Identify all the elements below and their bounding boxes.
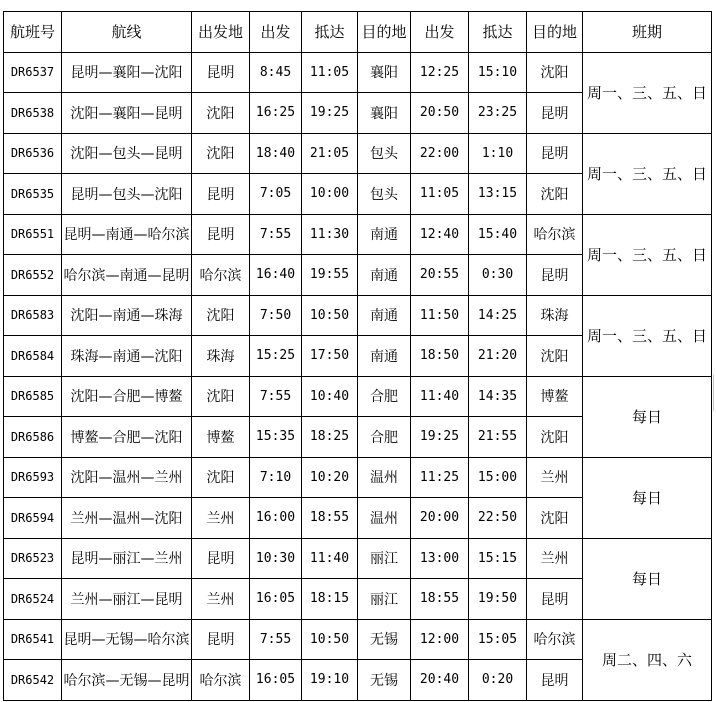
departure-2-cell: 22:00 <box>411 133 469 174</box>
header-route: 航线 <box>62 12 192 53</box>
route-cell: 昆明—丽江—兰州 <box>62 538 192 579</box>
departure-1-cell: 15:35 <box>250 417 302 458</box>
schedule-days-cell: 周一、三、五、日 <box>583 295 712 376</box>
arrival-1-cell: 10:20 <box>302 457 358 498</box>
flight-number-cell: DR6551 <box>4 214 62 255</box>
arrival-1-cell: 21:05 <box>302 133 358 174</box>
stopover-cell: 丽江 <box>358 579 411 620</box>
stopover-cell: 南通 <box>358 255 411 296</box>
departure-1-cell: 16:25 <box>250 93 302 134</box>
arrival-1-cell: 19:25 <box>302 93 358 134</box>
destination-cell: 沈阳 <box>527 417 583 458</box>
flight-number-cell: DR6586 <box>4 417 62 458</box>
departure-1-cell: 16:05 <box>250 660 302 701</box>
destination-cell: 兰州 <box>527 538 583 579</box>
departure-2-cell: 12:00 <box>411 619 469 660</box>
route-cell: 沈阳—温州—兰州 <box>62 457 192 498</box>
route-cell: 博鳌—合肥—沈阳 <box>62 417 192 458</box>
arrival-2-cell: 15:40 <box>469 214 527 255</box>
departure-2-cell: 11:40 <box>411 376 469 417</box>
departure-2-cell: 20:00 <box>411 498 469 539</box>
stopover-cell: 襄阳 <box>358 52 411 93</box>
origin-cell: 兰州 <box>192 579 250 620</box>
arrival-2-cell: 13:15 <box>469 174 527 215</box>
origin-cell: 昆明 <box>192 538 250 579</box>
arrival-2-cell: 23:25 <box>469 93 527 134</box>
flight-number-cell: DR6583 <box>4 295 62 336</box>
table-row <box>4 538 712 579</box>
origin-cell: 珠海 <box>192 336 250 377</box>
route-cell: 昆明—襄阳—沈阳 <box>62 52 192 93</box>
stopover-cell: 温州 <box>358 498 411 539</box>
departure-2-cell: 12:40 <box>411 214 469 255</box>
stopover-cell: 无锡 <box>358 660 411 701</box>
destination-cell: 珠海 <box>527 295 583 336</box>
arrival-1-cell: 17:50 <box>302 336 358 377</box>
arrival-2-cell: 19:50 <box>469 579 527 620</box>
header-arrival-1: 抵达 <box>302 12 358 53</box>
arrival-1-cell: 19:55 <box>302 255 358 296</box>
destination-cell: 兰州 <box>527 457 583 498</box>
departure-1-cell: 18:40 <box>250 133 302 174</box>
route-cell: 昆明—无锡—哈尔滨 <box>62 619 192 660</box>
arrival-2-cell: 15:15 <box>469 538 527 579</box>
schedule-days-cell: 每日 <box>583 376 712 457</box>
flight-number-cell: DR6541 <box>4 619 62 660</box>
arrival-2-cell: 15:10 <box>469 52 527 93</box>
origin-cell: 沈阳 <box>192 93 250 134</box>
flight-number-cell: DR6585 <box>4 376 62 417</box>
stopover-cell: 合肥 <box>358 376 411 417</box>
departure-2-cell: 18:55 <box>411 579 469 620</box>
header-schedule-days: 班期 <box>583 12 712 53</box>
header-row <box>4 12 712 53</box>
origin-cell: 沈阳 <box>192 295 250 336</box>
destination-cell: 昆明 <box>527 660 583 701</box>
route-cell: 昆明—包头—沈阳 <box>62 174 192 215</box>
route-cell: 沈阳—南通—珠海 <box>62 295 192 336</box>
departure-2-cell: 11:05 <box>411 174 469 215</box>
schedule-days-cell: 周一、三、五、日 <box>583 133 712 214</box>
table-row <box>4 457 712 498</box>
destination-cell: 沈阳 <box>527 52 583 93</box>
destination-cell: 沈阳 <box>527 336 583 377</box>
departure-2-cell: 11:50 <box>411 295 469 336</box>
table-row <box>4 376 712 417</box>
table-row <box>4 619 712 660</box>
stopover-cell: 温州 <box>358 457 411 498</box>
origin-cell: 哈尔滨 <box>192 660 250 701</box>
route-cell: 兰州—丽江—昆明 <box>62 579 192 620</box>
origin-cell: 昆明 <box>192 52 250 93</box>
departure-2-cell: 20:50 <box>411 93 469 134</box>
stopover-cell: 包头 <box>358 133 411 174</box>
schedule-body <box>4 52 712 700</box>
origin-cell: 昆明 <box>192 174 250 215</box>
edge-divider <box>713 375 714 411</box>
schedule-days-cell: 每日 <box>583 538 712 619</box>
origin-cell: 昆明 <box>192 619 250 660</box>
arrival-2-cell: 0:30 <box>469 255 527 296</box>
departure-1-cell: 7:55 <box>250 619 302 660</box>
flight-number-cell: DR6535 <box>4 174 62 215</box>
destination-cell: 博鳌 <box>527 376 583 417</box>
header-destination: 目的地 <box>527 12 583 53</box>
route-cell: 昆明—南通—哈尔滨 <box>62 214 192 255</box>
departure-1-cell: 16:40 <box>250 255 302 296</box>
departure-1-cell: 7:55 <box>250 214 302 255</box>
arrival-2-cell: 22:50 <box>469 498 527 539</box>
departure-2-cell: 12:25 <box>411 52 469 93</box>
arrival-2-cell: 1:10 <box>469 133 527 174</box>
flight-number-cell: DR6538 <box>4 93 62 134</box>
origin-cell: 沈阳 <box>192 133 250 174</box>
stopover-cell: 包头 <box>358 174 411 215</box>
schedule-days-cell: 周一、三、五、日 <box>583 214 712 295</box>
departure-1-cell: 7:10 <box>250 457 302 498</box>
table-row <box>4 295 712 336</box>
arrival-1-cell: 11:05 <box>302 52 358 93</box>
departure-1-cell: 15:25 <box>250 336 302 377</box>
route-cell: 哈尔滨—南通—昆明 <box>62 255 192 296</box>
departure-1-cell: 10:30 <box>250 538 302 579</box>
flight-number-cell: DR6552 <box>4 255 62 296</box>
flight-number-cell: DR6593 <box>4 457 62 498</box>
schedule-days-cell: 周一、三、五、日 <box>583 52 712 133</box>
stopover-cell: 丽江 <box>358 538 411 579</box>
table-row <box>4 133 712 174</box>
route-cell: 沈阳—合肥—博鳌 <box>62 376 192 417</box>
stopover-cell: 无锡 <box>358 619 411 660</box>
header-departure-2: 出发 <box>411 12 469 53</box>
arrival-1-cell: 11:30 <box>302 214 358 255</box>
flight-number-cell: DR6537 <box>4 52 62 93</box>
stopover-cell: 南通 <box>358 214 411 255</box>
departure-2-cell: 20:40 <box>411 660 469 701</box>
table-row <box>4 214 712 255</box>
header-flight-number: 航班号 <box>4 12 62 53</box>
departure-1-cell: 8:45 <box>250 52 302 93</box>
departure-2-cell: 20:55 <box>411 255 469 296</box>
route-cell: 沈阳—包头—昆明 <box>62 133 192 174</box>
arrival-2-cell: 15:00 <box>469 457 527 498</box>
header-arrival-2: 抵达 <box>469 12 527 53</box>
origin-cell: 哈尔滨 <box>192 255 250 296</box>
origin-cell: 沈阳 <box>192 376 250 417</box>
destination-cell: 哈尔滨 <box>527 214 583 255</box>
departure-1-cell: 16:05 <box>250 579 302 620</box>
arrival-1-cell: 11:40 <box>302 538 358 579</box>
arrival-2-cell: 14:25 <box>469 295 527 336</box>
flight-number-cell: DR6584 <box>4 336 62 377</box>
departure-2-cell: 19:25 <box>411 417 469 458</box>
origin-cell: 昆明 <box>192 214 250 255</box>
arrival-1-cell: 18:55 <box>302 498 358 539</box>
departure-2-cell: 11:25 <box>411 457 469 498</box>
arrival-1-cell: 10:50 <box>302 295 358 336</box>
destination-cell: 沈阳 <box>527 498 583 539</box>
header-origin: 出发地 <box>192 12 250 53</box>
route-cell: 沈阳—襄阳—昆明 <box>62 93 192 134</box>
departure-1-cell: 16:00 <box>250 498 302 539</box>
schedule-days-cell: 周二、四、六 <box>583 619 712 700</box>
flight-number-cell: DR6542 <box>4 660 62 701</box>
schedule-days-cell: 每日 <box>583 457 712 538</box>
departure-2-cell: 18:50 <box>411 336 469 377</box>
flight-number-cell: DR6536 <box>4 133 62 174</box>
arrival-2-cell: 15:05 <box>469 619 527 660</box>
route-cell: 珠海—南通—沈阳 <box>62 336 192 377</box>
destination-cell: 昆明 <box>527 579 583 620</box>
origin-cell: 兰州 <box>192 498 250 539</box>
stopover-cell: 南通 <box>358 336 411 377</box>
arrival-2-cell: 0:20 <box>469 660 527 701</box>
origin-cell: 博鳌 <box>192 417 250 458</box>
arrival-1-cell: 10:50 <box>302 619 358 660</box>
arrival-1-cell: 18:25 <box>302 417 358 458</box>
departure-1-cell: 7:55 <box>250 376 302 417</box>
stopover-cell: 合肥 <box>358 417 411 458</box>
flight-number-cell: DR6524 <box>4 579 62 620</box>
arrival-1-cell: 18:15 <box>302 579 358 620</box>
destination-cell: 哈尔滨 <box>527 619 583 660</box>
table-row <box>4 52 712 93</box>
arrival-2-cell: 14:35 <box>469 376 527 417</box>
route-cell: 哈尔滨—无锡—昆明 <box>62 660 192 701</box>
arrival-1-cell: 10:40 <box>302 376 358 417</box>
destination-cell: 昆明 <box>527 255 583 296</box>
arrival-2-cell: 21:20 <box>469 336 527 377</box>
destination-cell: 沈阳 <box>527 174 583 215</box>
departure-2-cell: 13:00 <box>411 538 469 579</box>
stopover-cell: 南通 <box>358 295 411 336</box>
header-departure-1: 出发 <box>250 12 302 53</box>
arrival-2-cell: 21:55 <box>469 417 527 458</box>
arrival-1-cell: 10:00 <box>302 174 358 215</box>
flight-schedule-table <box>3 11 712 701</box>
origin-cell: 沈阳 <box>192 457 250 498</box>
flight-number-cell: DR6594 <box>4 498 62 539</box>
arrival-1-cell: 19:10 <box>302 660 358 701</box>
header-stopover: 目的地 <box>358 12 411 53</box>
departure-1-cell: 7:50 <box>250 295 302 336</box>
departure-1-cell: 7:05 <box>250 174 302 215</box>
route-cell: 兰州—温州—沈阳 <box>62 498 192 539</box>
flight-number-cell: DR6523 <box>4 538 62 579</box>
destination-cell: 昆明 <box>527 133 583 174</box>
destination-cell: 昆明 <box>527 93 583 134</box>
stopover-cell: 襄阳 <box>358 93 411 134</box>
